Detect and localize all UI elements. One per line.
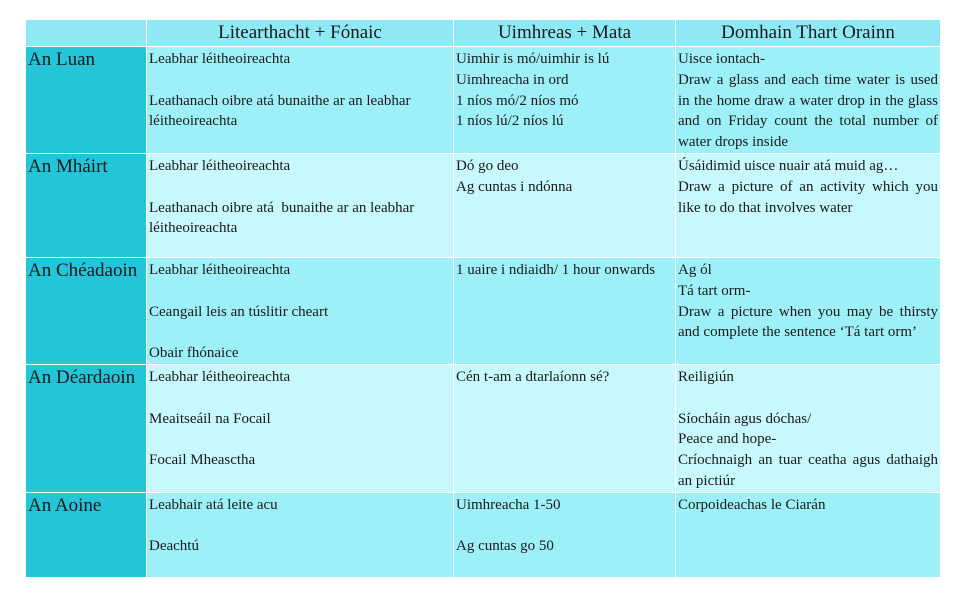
cell-line: 1 uaire i ndiaidh/ 1 hour onwards — [456, 261, 656, 278]
line-gap — [149, 516, 451, 537]
line-gap — [149, 70, 451, 91]
weekly-plan-table — [25, 19, 940, 574]
cell-line: 1 níos mó/2 níos mó — [456, 92, 579, 109]
line-gap — [149, 177, 451, 198]
maths-cell — [454, 492, 676, 577]
world-cell — [676, 257, 941, 364]
maths-cell — [454, 364, 676, 492]
day-label: An Déardaoin — [26, 364, 147, 492]
cell-line: Ag ól — [678, 261, 712, 278]
cell-line: Leathanach oibre atá bunaithe ar an leabhar léitheoireachta — [149, 199, 419, 237]
cell-line: Cén t-am a dtarlaíonn sé? — [456, 368, 610, 385]
table-row — [26, 257, 941, 364]
maths-cell — [454, 257, 676, 364]
table-row — [26, 492, 941, 577]
cell-line: Leabhar léitheoireachta — [149, 368, 291, 385]
day-label: An Mháirt — [26, 153, 147, 257]
cell-line: 1 níos lú/2 níos lú — [456, 113, 564, 130]
line-gap — [149, 388, 451, 409]
line-gap — [456, 516, 673, 537]
header-maths: Uimhreas + Mata — [454, 20, 676, 47]
literacy-cell — [147, 153, 454, 257]
cell-line: Dó go deo — [456, 157, 519, 174]
cell-line: Leabhar léitheoireachta — [149, 51, 291, 67]
cell-line: Uimhir is mó/uimhir is lú — [456, 51, 610, 67]
world-cell — [676, 47, 941, 154]
day-label: An Aoine — [26, 492, 147, 577]
cell-line: Draw a picture of an activity which you like to do that involves water — [678, 178, 942, 216]
cell-line: Uimhreacha 1-50 — [456, 496, 561, 513]
cell-line: Reiligiún — [678, 368, 734, 385]
literacy-cell — [147, 492, 454, 577]
cell-line: Úsáidimid uisce nuair atá muid ag… — [678, 157, 899, 174]
cell-line: Leabhair atá leite acu — [149, 496, 278, 513]
world-cell — [676, 153, 941, 257]
cell-line: Leabhar léitheoireachta — [149, 261, 291, 278]
cell-line: Críochnaigh an tuar ceatha agus dathaigh an pictiúr — [678, 452, 942, 489]
table-row — [26, 47, 941, 154]
line-gap — [149, 281, 451, 302]
table-row — [26, 364, 941, 492]
world-cell — [676, 492, 941, 577]
cell-line: Uisce iontach- — [678, 51, 766, 67]
cell-line: Uimhreacha in ord — [456, 71, 569, 88]
cell-line: Ag cuntas i ndónna — [456, 178, 573, 195]
cell-line: Meaitseáil na Focail — [149, 410, 271, 427]
table-row — [26, 153, 941, 257]
cell-line: Leabhar léitheoireachta — [149, 157, 291, 174]
cell-line: Deachtú — [149, 538, 199, 555]
literacy-cell — [147, 47, 454, 154]
header-corner — [26, 20, 147, 47]
line-gap — [678, 388, 938, 409]
world-cell — [676, 364, 941, 492]
header-row — [26, 20, 941, 47]
cell-line: Draw a picture when you may be thirsty and complete the sentence ‘Tá tart orm’ — [678, 303, 942, 341]
schedule-table — [25, 19, 941, 578]
line-gap — [149, 322, 451, 343]
literacy-cell — [147, 257, 454, 364]
maths-cell — [454, 47, 676, 154]
cell-line: Focail Mheasctha — [149, 452, 256, 469]
cell-line: Draw a glass and each time water is used in the home draw a water drop in the glass and on Friday count the total number of water drops inside — [678, 71, 942, 151]
day-label: An Chéadaoin — [26, 257, 147, 364]
day-label: An Luan — [26, 47, 147, 154]
line-gap — [149, 429, 451, 450]
cell-line: Ag cuntas go 50 — [456, 538, 554, 555]
cell-line: Leathanach oibre atá bunaithe ar an leabhar léitheoireachta — [149, 92, 415, 130]
header-world: Domhain Thart Orainn — [676, 20, 941, 47]
maths-cell — [454, 153, 676, 257]
cell-line: Síocháin agus dóchas/ — [678, 410, 812, 427]
header-literacy: Litearthacht + Fónaic — [147, 20, 454, 47]
cell-line: Tá tart orm- — [678, 282, 751, 299]
literacy-cell — [147, 364, 454, 492]
cell-line: Peace and hope- — [678, 431, 777, 448]
cell-line: Ceangail leis an túslitir cheart — [149, 303, 329, 320]
cell-line: Corpoideachas le Ciarán — [678, 496, 826, 513]
cell-line: Obair fhónaice — [149, 345, 239, 362]
